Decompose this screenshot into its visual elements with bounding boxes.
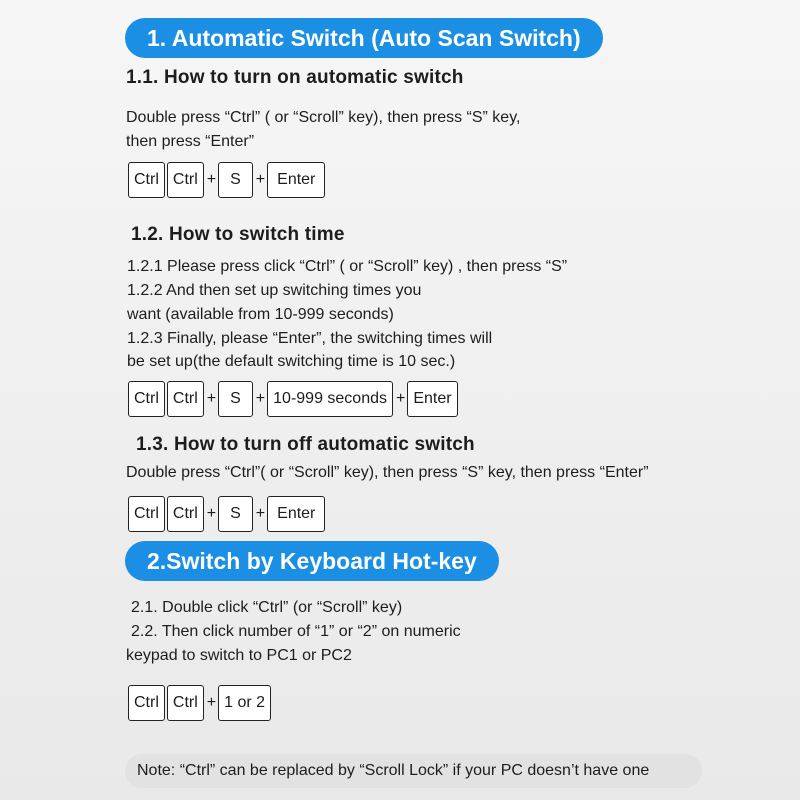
- key-enter: Enter: [407, 381, 457, 417]
- key-s: S: [218, 496, 253, 532]
- s12-line-4: 1.2.3 Finally, please “Enter”, the switching times will: [127, 330, 493, 347]
- plus-sign: +: [206, 171, 217, 188]
- key-ctrl: Ctrl: [128, 496, 165, 532]
- key-seconds-value: 10-999 seconds: [267, 381, 393, 417]
- section1-title: 1. Automatic Switch (Auto Scan Switch): [147, 25, 581, 51]
- key-s: S: [218, 381, 253, 417]
- plus-sign: +: [206, 390, 217, 407]
- plus-sign: +: [206, 505, 217, 522]
- plus-sign: +: [255, 390, 266, 407]
- key-enter: Enter: [267, 162, 325, 198]
- key-ctrl: Ctrl: [167, 496, 204, 532]
- plus-sign: +: [255, 171, 266, 188]
- key-enter: Enter: [267, 496, 325, 532]
- key-ctrl: Ctrl: [167, 162, 204, 198]
- s13-line-1: Double press “Ctrl”( or “Scroll” key), then press “S” key, then press “Enter”: [126, 464, 649, 481]
- s11-line-1: Double press “Ctrl” ( or “Scroll” key), then press “S” key,: [126, 109, 521, 126]
- plus-sign: +: [255, 505, 266, 522]
- key-ctrl: Ctrl: [128, 381, 165, 417]
- key-s: S: [218, 162, 253, 198]
- note-text: Note: “Ctrl” can be replaced by “Scroll Lock” if your PC doesn’t have one: [137, 762, 650, 779]
- key-1-or-2: 1 or 2: [218, 685, 271, 721]
- s2-key-sequence: [128, 684, 273, 722]
- s2-line-1: 2.1. Double click “Ctrl” (or “Scroll” key): [131, 599, 403, 616]
- heading-1-3: 1.3. How to turn off automatic switch: [136, 434, 475, 455]
- heading-1-1: 1.1. How to turn on automatic switch: [126, 67, 464, 88]
- key-ctrl: Ctrl: [128, 162, 165, 198]
- section1-title-badge: [125, 18, 603, 58]
- s12-line-3: want (available from 10-999 seconds): [127, 306, 394, 323]
- s2-line-2: 2.2. Then click number of “1” or “2” on numeric: [131, 623, 461, 640]
- key-ctrl: Ctrl: [167, 381, 204, 417]
- s2-line-3: keypad to switch to PC1 or PC2: [126, 647, 352, 664]
- section2-title: 2.Switch by Keyboard Hot-key: [147, 548, 477, 574]
- key-ctrl: Ctrl: [167, 685, 204, 721]
- s12-key-sequence: [128, 380, 460, 418]
- note-banner: [125, 754, 702, 788]
- key-ctrl: Ctrl: [128, 685, 165, 721]
- plus-sign: +: [396, 390, 406, 407]
- s11-line-2: then press “Enter”: [126, 133, 255, 150]
- section2-title-badge: [125, 541, 499, 581]
- s12-line-2: 1.2.2 And then set up switching times you: [127, 282, 422, 299]
- s11-key-sequence: [128, 161, 327, 199]
- s12-line-5: be set up(the default switching time is 10 sec.): [127, 353, 456, 370]
- s12-line-1: 1.2.1 Please press click “Ctrl” ( or “Scroll” key) , then press “S”: [127, 258, 568, 275]
- plus-sign: +: [206, 694, 217, 711]
- s13-key-sequence: [128, 495, 327, 533]
- heading-1-2: 1.2. How to switch time: [131, 224, 345, 245]
